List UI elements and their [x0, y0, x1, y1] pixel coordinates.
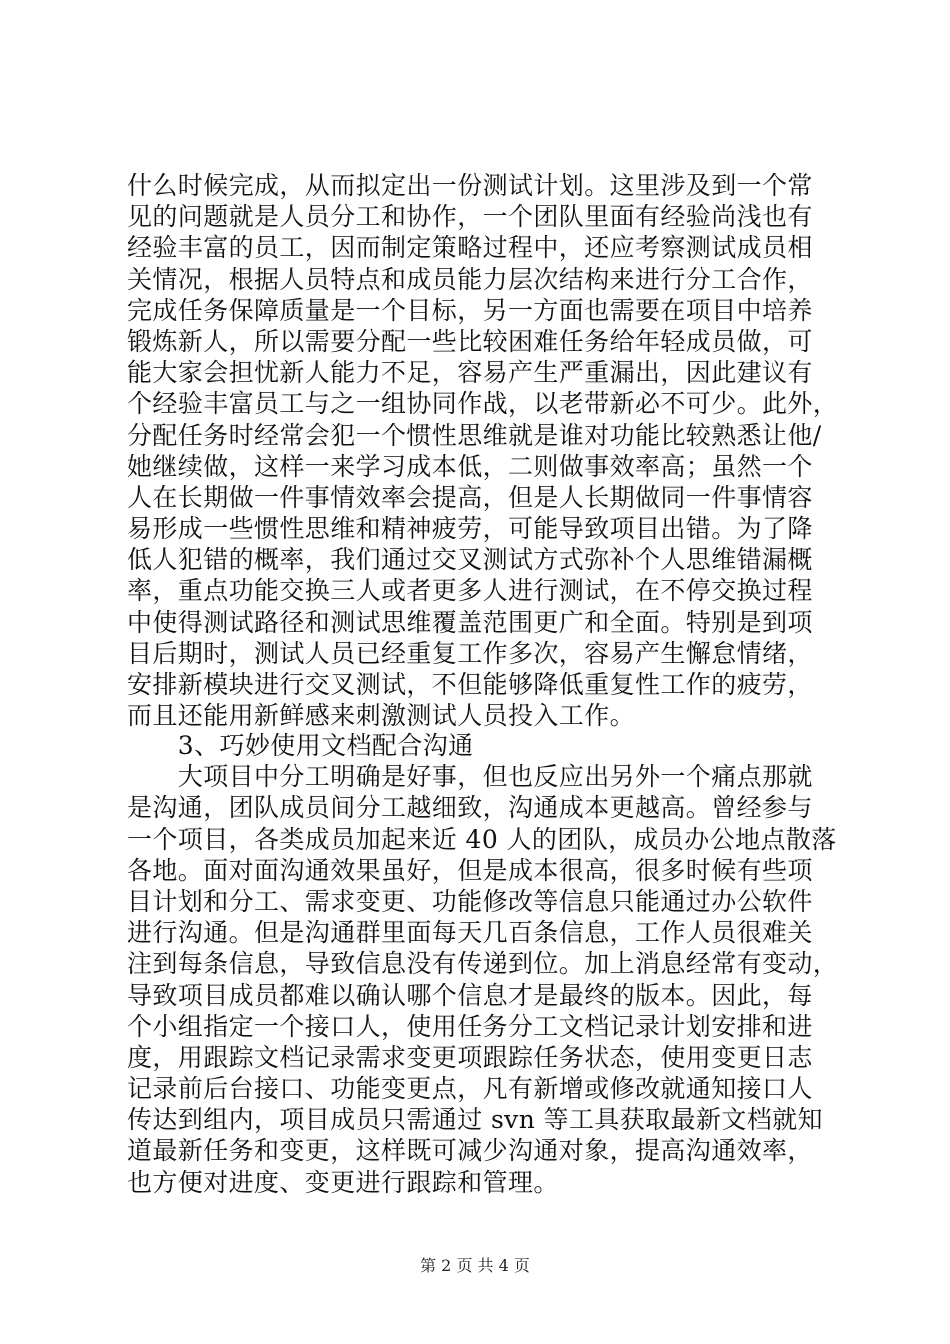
- text-line: 她继续做，这样一来学习成本低，二则做事效率高；虽然一个: [127, 451, 813, 481]
- text-line: 传达到组内，项目成员只需通过 svn 等工具获取最新文档就知: [127, 1105, 823, 1135]
- text-line: 度，用跟踪文档记录需求变更项跟踪任务状态，使用变更日志: [127, 1042, 813, 1072]
- text-line: 导致项目成员都难以确认哪个信息才是最终的版本。因此，每: [127, 980, 813, 1010]
- text-line: 关情况，根据人员特点和成员能力层次结构来进行分工合作，: [127, 264, 813, 294]
- text-line: 个经验丰富员工与之一组协同作战，以老带新必不可少。此外，: [127, 389, 839, 419]
- text-line: 各地。面对面沟通效果虽好，但是成本很高，很多时候有些项: [127, 855, 813, 885]
- paragraph-testing-plan: [127, 170, 861, 731]
- text-line: 而且还能用新鲜感来刺激测试人员投入工作。: [127, 701, 636, 731]
- text-line: 大项目中分工明确是好事，但也反应出另外一个痛点那就: [127, 762, 813, 792]
- text-line: 中使得测试路径和测试思维覆盖范围更广和全面。特别是到项: [127, 607, 813, 637]
- text-line: 经验丰富的员工，因而制定策略过程中，还应考察测试成员相: [127, 233, 813, 263]
- section-document-communication: [127, 730, 861, 1198]
- text-line: 锻炼新人，所以需要分配一些比较困难任务给年轻成员做，可: [127, 326, 813, 356]
- text-line: 个小组指定一个接口人，使用任务分工文档记录计划安排和进: [127, 1011, 813, 1041]
- text-line: 进行沟通。但是沟通群里面每天几百条信息，工作人员很难关: [127, 918, 813, 948]
- text-line: 率，重点功能交换三人或者更多人进行测试，在不停交换过程: [127, 576, 813, 606]
- section-heading: 3、巧妙使用文档配合沟通: [127, 731, 474, 760]
- text-line: 一个项目，各类成员加起来近 40 人的团队，成员办公地点散落: [127, 824, 837, 854]
- text-line: 道最新任务和变更，这样既可减少沟通对象，提高沟通效率，: [127, 1136, 813, 1166]
- text-line: 是沟通，团队成员间分工越细致，沟通成本更越高。曾经参与: [127, 793, 813, 823]
- page-number-footer: 第 2 页 共 4 页: [420, 1256, 530, 1275]
- text-line: 完成任务保障质量是一个目标，另一方面也需要在项目中培养: [127, 295, 813, 325]
- text-line: 注到每条信息，导致信息没有传递到位。加上消息经常有变动，: [127, 949, 839, 979]
- text-line: 什么时候完成，从而拟定出一份测试计划。这里涉及到一个常: [127, 171, 813, 200]
- text-line: 目后期时，测试人员已经重复工作多次，容易产生懈怠情绪，: [127, 638, 813, 668]
- text-line: 目计划和分工、需求变更、功能修改等信息只能通过办公软件: [127, 886, 813, 916]
- text-line: 能大家会担忧新人能力不足，容易产生严重漏出，因此建议有: [127, 358, 813, 388]
- text-line: 也方便对进度、变更进行跟踪和管理。: [127, 1167, 559, 1197]
- text-line: 见的问题就是人员分工和协作，一个团队里面有经验尚浅也有: [127, 202, 813, 232]
- text-line: 记录前后台接口、功能变更点，凡有新增或修改就通知接口人: [127, 1074, 813, 1104]
- text-line: 安排新模块进行交叉测试，不但能够降低重复性工作的疲劳，: [127, 670, 813, 699]
- text-line: 低人犯错的概率，我们通过交叉测试方式弥补个人思维错漏概: [127, 545, 813, 575]
- text-line: 易形成一些惯性思维和精神疲劳，可能导致项目出错。为了降: [127, 514, 813, 544]
- text-line: 分配任务时经常会犯一个惯性思维就是谁对功能比较熟悉让他/: [127, 420, 822, 450]
- text-line: 人在长期做一件事情效率会提高，但是人长期做同一件事情容: [127, 482, 813, 512]
